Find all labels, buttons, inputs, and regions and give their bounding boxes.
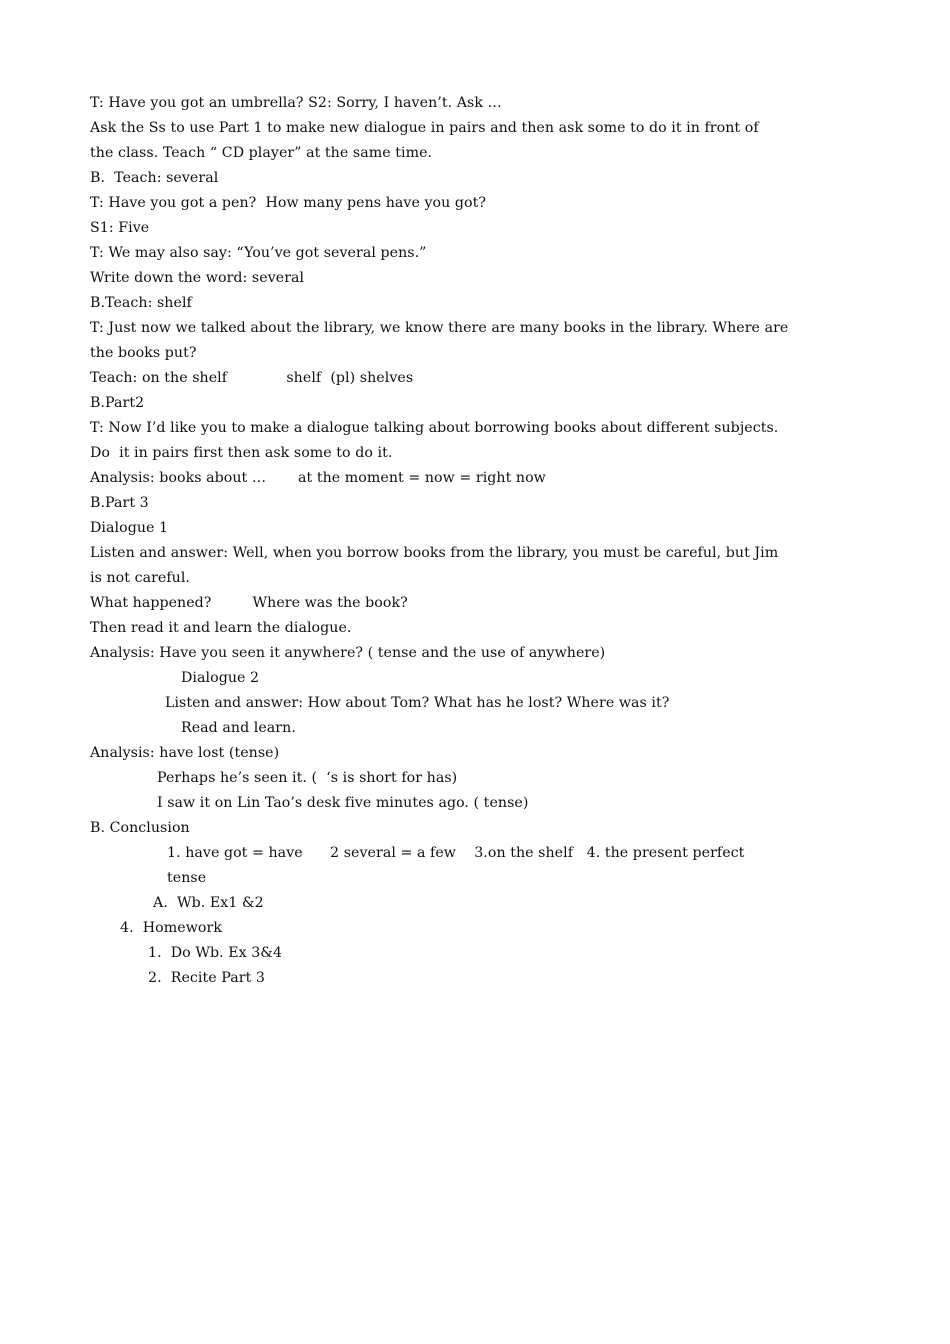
section-heading: B.Part2	[90, 395, 145, 411]
text-line: Read and learn.	[181, 720, 296, 736]
text-line: Then read it and learn the dialogue.	[90, 620, 352, 636]
text-line: Teach: on the shelf shelf (pl) shelves	[90, 370, 414, 386]
text-line: Analysis: have lost (tense)	[90, 745, 280, 761]
text-line: Dialogue 1	[90, 520, 169, 536]
text-line: T: Have you got an umbrella? S2: Sorry, I haven’t. Ask …	[90, 95, 502, 111]
text-line: S1: Five	[90, 220, 150, 236]
text-line: T: Just now we talked about the library, we know there are many books in the library. Where are	[90, 320, 789, 336]
section-heading: B. Conclusion	[90, 820, 190, 836]
text-line: I saw it on Lin Tao’s desk five minutes ago. ( tense)	[157, 795, 529, 811]
text-line: the class. Teach “ CD player” at the same time.	[90, 145, 433, 161]
text-line: Dialogue 2	[181, 670, 260, 686]
text-line: Analysis: books about … at the moment = now = right now	[90, 470, 546, 486]
text-line: the books put?	[90, 345, 197, 361]
list-item: 2. Recite Part 3	[148, 970, 265, 986]
section-heading: B. Teach: several	[90, 170, 219, 186]
list-item: 1. have got = have 2 several = a few 3.on the shelf 4. the present perfect	[167, 845, 745, 861]
text-line: Listen and answer: Well, when you borrow books from the library, you must be careful, but Jim	[90, 545, 779, 561]
text-line: Perhaps he’s seen it. ( ‘s is short for has)	[157, 770, 458, 786]
section-heading: B.Part 3	[90, 495, 149, 511]
text-line: Listen and answer: How about Tom? What has he lost? Where was it?	[165, 695, 670, 711]
text-line: Write down the word: several	[90, 270, 305, 286]
list-item: A. Wb. Ex1 &2	[153, 895, 264, 911]
text-line: tense	[167, 870, 207, 886]
section-heading: B.Teach: shelf	[90, 295, 192, 311]
text-line: Ask the Ss to use Part 1 to make new dialogue in pairs and then ask some to do it in front of	[90, 120, 759, 136]
text-line: What happened? Where was the book?	[90, 595, 408, 611]
text-line: Do it in pairs first then ask some to do it.	[90, 445, 393, 461]
text-line: T: Have you got a pen? How many pens have you got?	[90, 195, 486, 211]
text-line: Analysis: Have you seen it anywhere? ( tense and the use of anywhere)	[90, 645, 606, 661]
text-line: T: We may also say: “You’ve got several pens.”	[90, 245, 427, 261]
text-line: is not careful.	[90, 570, 190, 586]
section-heading: 4. Homework	[120, 920, 222, 936]
text-line: T: Now I’d like you to make a dialogue talking about borrowing books about different subjects.	[90, 420, 779, 436]
list-item: 1. Do Wb. Ex 3&4	[148, 945, 283, 961]
